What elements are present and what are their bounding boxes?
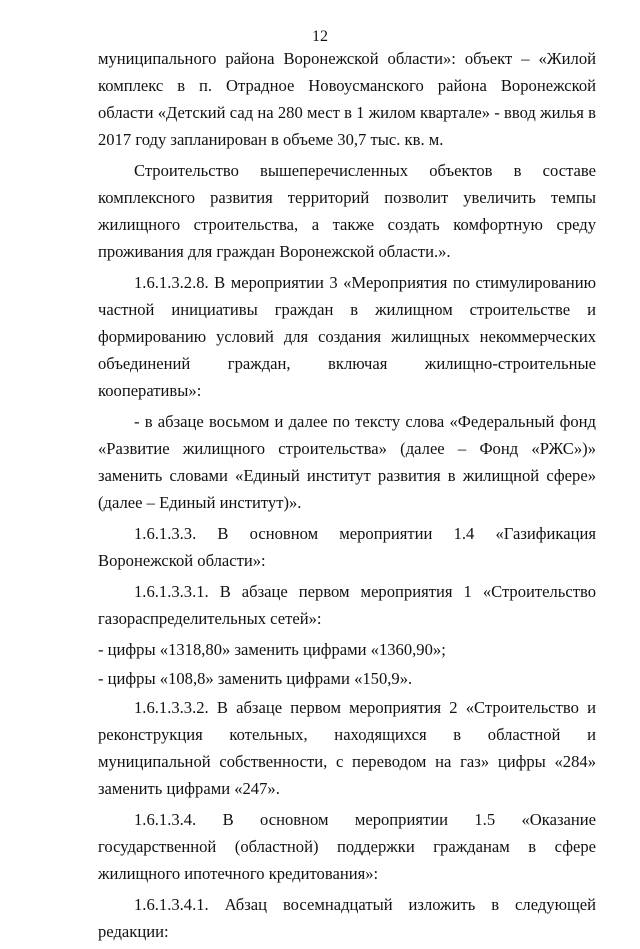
paragraph-1: муниципального района Воронежской области»: объект – «Жилой комплекс в п. Отрадное Новоусманского района Воронежской области «Детский сад на 280 мест в 1 жилом квартале» - ввод жилья в 2017 году запланирован в объеме 30,7 тыс. кв. м. xyxy=(98,49,596,149)
list-item-1: - цифры «1318,80» заменить цифрами «1360,90»; xyxy=(98,640,446,659)
paragraph-8: 1.6.1.3.4. В основном мероприятии 1.5 «Оказание государственной (областной) поддержки гражданам в сфере жилищного ипотечного кредитования»: xyxy=(98,810,596,883)
list-item-2: - цифры «108,8» заменить цифрами «150,9». xyxy=(98,669,413,688)
paragraph-9: 1.6.1.3.4.1. Абзац восемнадцатый изложить в следующей редакции: xyxy=(98,895,596,941)
paragraph-6: 1.6.1.3.3.1. В абзаце первом мероприятия 1 «Строительство газораспределительных сетей»: xyxy=(98,582,596,628)
paragraph-5: 1.6.1.3.3. В основном мероприятии 1.4 «Газификация Воронежской области»: xyxy=(98,524,596,570)
paragraph-2: Строительство вышеперечисленных объектов в составе комплексного развития территорий позволит увеличить темпы жилищного строительства, а также создать комфортную среду проживания для граждан Воронежской области.». xyxy=(98,161,596,261)
paragraph-7: 1.6.1.3.3.2. В абзаце первом мероприятия 2 «Строительство и реконструкция котельных, находящихся в областной и муниципальной собственности, с переводом на газ» цифры «284» заменить цифрами «247». xyxy=(98,698,596,798)
document-body xyxy=(98,45,596,949)
page-number: 12 xyxy=(312,28,328,45)
paragraph-3: 1.6.1.3.2.8. В мероприятии 3 «Мероприятия по стимулированию частной инициативы граждан в жилищном строительстве и формированию условий для создания жилищных некоммерческих объединений граждан, включая жилищно-строительные кооперативы»: xyxy=(98,273,596,400)
paragraph-4: - в абзаце восьмом и далее по тексту слова «Федеральный фонд «Развитие жилищного строительства» (далее – Фонд «РЖС»)» заменить словами «Единый институт развития в жилищной сфере» (далее – Единый институт)». xyxy=(98,412,596,512)
